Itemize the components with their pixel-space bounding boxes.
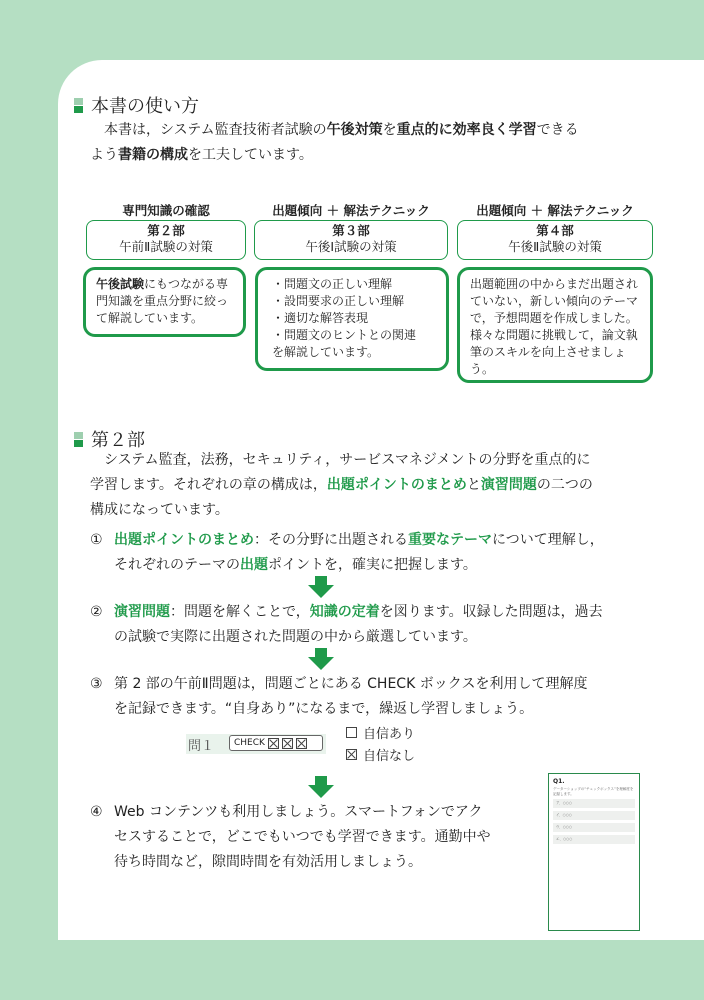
- check-box-widget[interactable]: CHECK: [229, 735, 323, 751]
- down-arrow-icon: [308, 776, 334, 798]
- phone-option[interactable]: ア．○○○: [553, 799, 635, 808]
- step-4-number: ④: [90, 804, 103, 820]
- step-1-text: 出題ポイントのまとめ：その分野に出題される重要なテーマについて理解し， それぞれのテーマの出題ポイントを，確実に把握します。: [114, 532, 604, 573]
- phone-option[interactable]: イ．○○○: [553, 811, 635, 820]
- x-box-icon: [346, 749, 357, 760]
- desc-item: ・適切な解答表現: [272, 311, 369, 325]
- desc-box-2: 午後試験にもつながる専門知識を重点分野に絞って解説しています。: [83, 267, 246, 337]
- check-box-icon[interactable]: [296, 738, 307, 749]
- question-label: 問１: [186, 734, 326, 754]
- column-header-1: 専門知識の確認: [122, 203, 210, 218]
- step-1-number: ①: [90, 532, 103, 548]
- down-arrow-icon: [308, 576, 334, 598]
- desc-item: ・問題文のヒントとの関連: [272, 328, 417, 342]
- section-marker-icon: [74, 98, 83, 113]
- step-2-number: ②: [90, 604, 103, 620]
- section-title-usage: 本書の使い方: [74, 92, 199, 118]
- desc-item: を解説しています。: [272, 345, 380, 359]
- column-header-3: 出題傾向 ＋ 解法テクニック: [476, 203, 634, 218]
- section-marker-icon: [74, 432, 83, 447]
- desc-item: ・設問要求の正しい理解: [272, 294, 405, 308]
- step-4-text: Web コンテンツも利用しましょう。スマートフォンでアク セスすることで，どこでもいつでも学習できます。通勤中や 待ち時間など，隙間時間を有効活用しましょう。: [114, 804, 491, 870]
- part-box-3: 第３部 午後Ⅰ試験の対策: [254, 220, 448, 260]
- down-arrow-icon: [308, 648, 334, 670]
- part-box-4: 第４部 午後Ⅱ試験の対策: [457, 220, 653, 260]
- step-3-number: ③: [90, 676, 103, 692]
- usage-intro: 本書は，システム監査技術者試験の午後対策を重点的に効率良く学習できる よう書籍の構成を工夫しています。: [90, 122, 579, 163]
- phone-option[interactable]: エ．○○○: [553, 835, 635, 844]
- part2-intro: システム監査，法務，セキュリティ，サービスマネジメントの分野を重点的に 学習します。それぞれの章の構成は，出題ポイントのまとめと演習問題の二つの 構成になっています。: [90, 452, 593, 518]
- desc-item: ・問題文の正しい理解: [272, 277, 393, 291]
- smartphone-icon: [548, 773, 640, 931]
- desc-box-4: 出題範囲の中からまだ出題されていない，新しい傾向のテーマで，予想問題を作成しました。様々な問題に挑戦して，論文執筆のスキルを向上させましょう。: [457, 267, 653, 383]
- legend-not-confident: 自信なし: [346, 745, 415, 764]
- phone-question-title: Q1.: [553, 778, 565, 785]
- step-2-text: 演習問題：問題を解くことで，知識の定着を図ります。収録した問題は，過去 の試験で実際に出題された問題の中から厳選しています。: [114, 604, 603, 645]
- legend-confident: 自信あり: [346, 723, 415, 742]
- check-box-icon[interactable]: [268, 738, 279, 749]
- desc-box-3: [255, 267, 449, 371]
- phone-option[interactable]: ウ．○○○: [553, 823, 635, 832]
- step-3-text: 第 2 部の午前Ⅱ問題は，問題ごとにある CHECK ボックスを利用して理解度 を記録できます。“自身あり”になるまで，繰返し学習しましょう。: [114, 676, 588, 717]
- column-header-2: 出題傾向 ＋ 解法テクニック: [272, 203, 430, 218]
- empty-box-icon: [346, 727, 357, 738]
- part-box-2: 第２部 午前Ⅱ試験の対策: [86, 220, 246, 260]
- section-title-part2: 第２部: [74, 426, 145, 452]
- phone-question-text: データーショップの“チェックボックス”を理解度を記録します。: [553, 787, 634, 796]
- check-box-icon[interactable]: [282, 738, 293, 749]
